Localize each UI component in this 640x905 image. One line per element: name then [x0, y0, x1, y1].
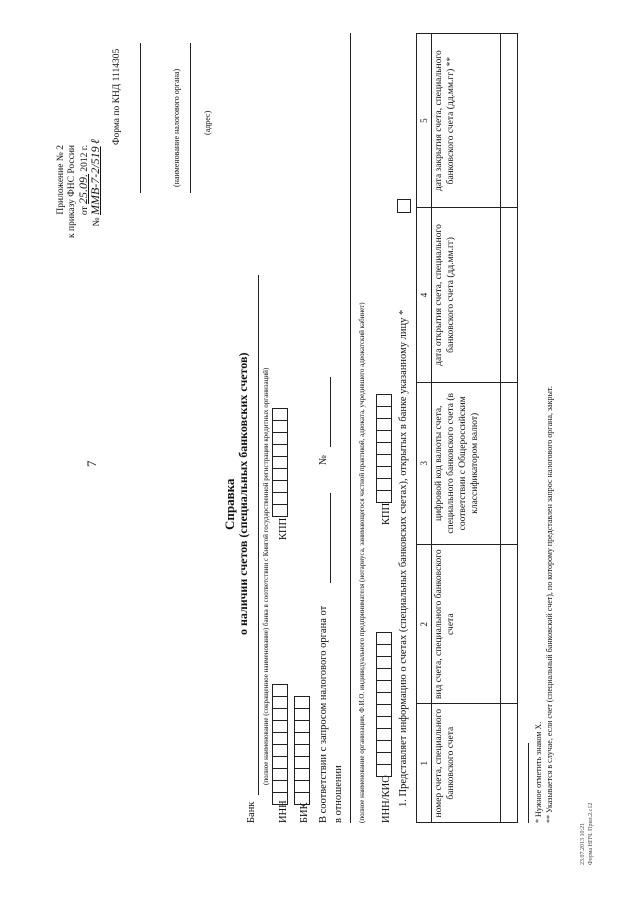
- column-header: дата открытия счета, специального банковского счета (дд.мм.гг): [432, 208, 501, 382]
- appendix-date-prefix: от: [80, 206, 90, 216]
- column-number: 3: [417, 382, 432, 544]
- bank-caption: (полное наименование (сокращенное наименование) банка в соответствии с Книгой государственной регистрации кредитных организаций): [262, 367, 270, 785]
- address-line: [190, 43, 191, 193]
- bank-label: Банк: [246, 801, 257, 823]
- footnote-2: ** Указывается в случае, если счет (специальный банковский счет), по которому представлен запрос налогового органа, закрыт.: [545, 386, 554, 823]
- page-subtitle: о наличии счетов (специальных банковских счетов): [236, 352, 250, 635]
- appendix-date: 25.09.: [76, 173, 90, 204]
- request-date-line: [330, 493, 331, 583]
- appendix-number-line: [90, 139, 103, 226]
- table-header-row: [432, 34, 501, 823]
- page-number: 7: [84, 460, 99, 467]
- column-header: номер счета, специального банковского счета: [432, 704, 501, 823]
- appendix-line2: к приказу ФНС России: [67, 145, 77, 238]
- page-title: Справка: [222, 478, 237, 530]
- table-cell[interactable]: [501, 545, 518, 704]
- table-number-row: [417, 34, 432, 823]
- column-header: вид счета, специального банковского счета: [432, 545, 501, 704]
- table-cell[interactable]: [501, 382, 518, 544]
- org-caption: (полное наименование организации, Ф.И.О. индивидуального предпринимателя (нотариуса, занимающегося частной практикой, адвоката, учредившего адвокатский кабинет): [358, 302, 366, 823]
- inn-label: ИНН: [278, 800, 289, 823]
- address-caption: (адрес): [203, 110, 212, 135]
- request-number-label: №: [318, 454, 329, 465]
- request-text: В соответствии с запросом налогового органа от: [318, 605, 329, 823]
- column-number: 4: [417, 208, 432, 382]
- print-stamp-line2: Форма НПЧ. Прил.2.с12: [588, 802, 594, 865]
- appendix-year: 2012 г.: [80, 145, 90, 172]
- appendix-line1: Приложение № 2: [56, 145, 66, 215]
- appendix-number-prefix: №: [92, 217, 102, 227]
- column-header: дата закрытия счета, специального банковского счета (дд.мм.гг) **: [432, 34, 501, 208]
- print-stamp-line1: 23.07.2013 10:21: [580, 822, 586, 865]
- table-cell[interactable]: [501, 34, 518, 208]
- kpp2-label: КПП: [381, 502, 392, 525]
- table-cell[interactable]: [501, 704, 518, 823]
- column-number: 2: [417, 545, 432, 704]
- kpp-label: КПП: [278, 517, 289, 540]
- regarding-label: в отношении: [333, 765, 344, 823]
- statement-text: 1. Представляет информацию о счетах (специальных банковских счетах), открытых в банке указанному лицу *: [398, 309, 409, 807]
- footnote-separator: [528, 743, 529, 823]
- handwritten-signature: ℓ: [88, 139, 102, 144]
- kpp-boxes[interactable]: [272, 409, 288, 517]
- footnote-1: * Нужное отметить знаком Х.: [534, 721, 543, 823]
- kpp2-boxes[interactable]: [376, 395, 392, 503]
- statement-checkbox[interactable]: [397, 199, 411, 213]
- accounts-table: [416, 33, 518, 823]
- request-number-line: [330, 377, 331, 447]
- bik-label: БИК: [299, 802, 310, 823]
- bik-boxes[interactable]: [294, 697, 310, 805]
- table-cell[interactable]: [501, 208, 518, 382]
- column-number: 5: [417, 34, 432, 208]
- inn-boxes[interactable]: [272, 685, 288, 805]
- table-row: [501, 34, 518, 823]
- form-code: Форма по КНД 1114305: [112, 48, 122, 145]
- bank-line: [258, 275, 259, 795]
- column-header: цифровой код валюты счета, специального банковского счета (в соответствии с Общероссийским классификатором валют): [432, 382, 501, 544]
- inn-kio-label: ИНН/КИО: [381, 775, 392, 823]
- tax-authority-caption: (наименование налогового органа): [172, 68, 181, 187]
- inn-kio-boxes[interactable]: [376, 633, 392, 777]
- appendix-number: ММВ-7-2/519: [88, 146, 102, 216]
- regarding-line: [350, 33, 351, 823]
- tax-authority-line: [140, 43, 141, 193]
- column-number: 1: [417, 704, 432, 823]
